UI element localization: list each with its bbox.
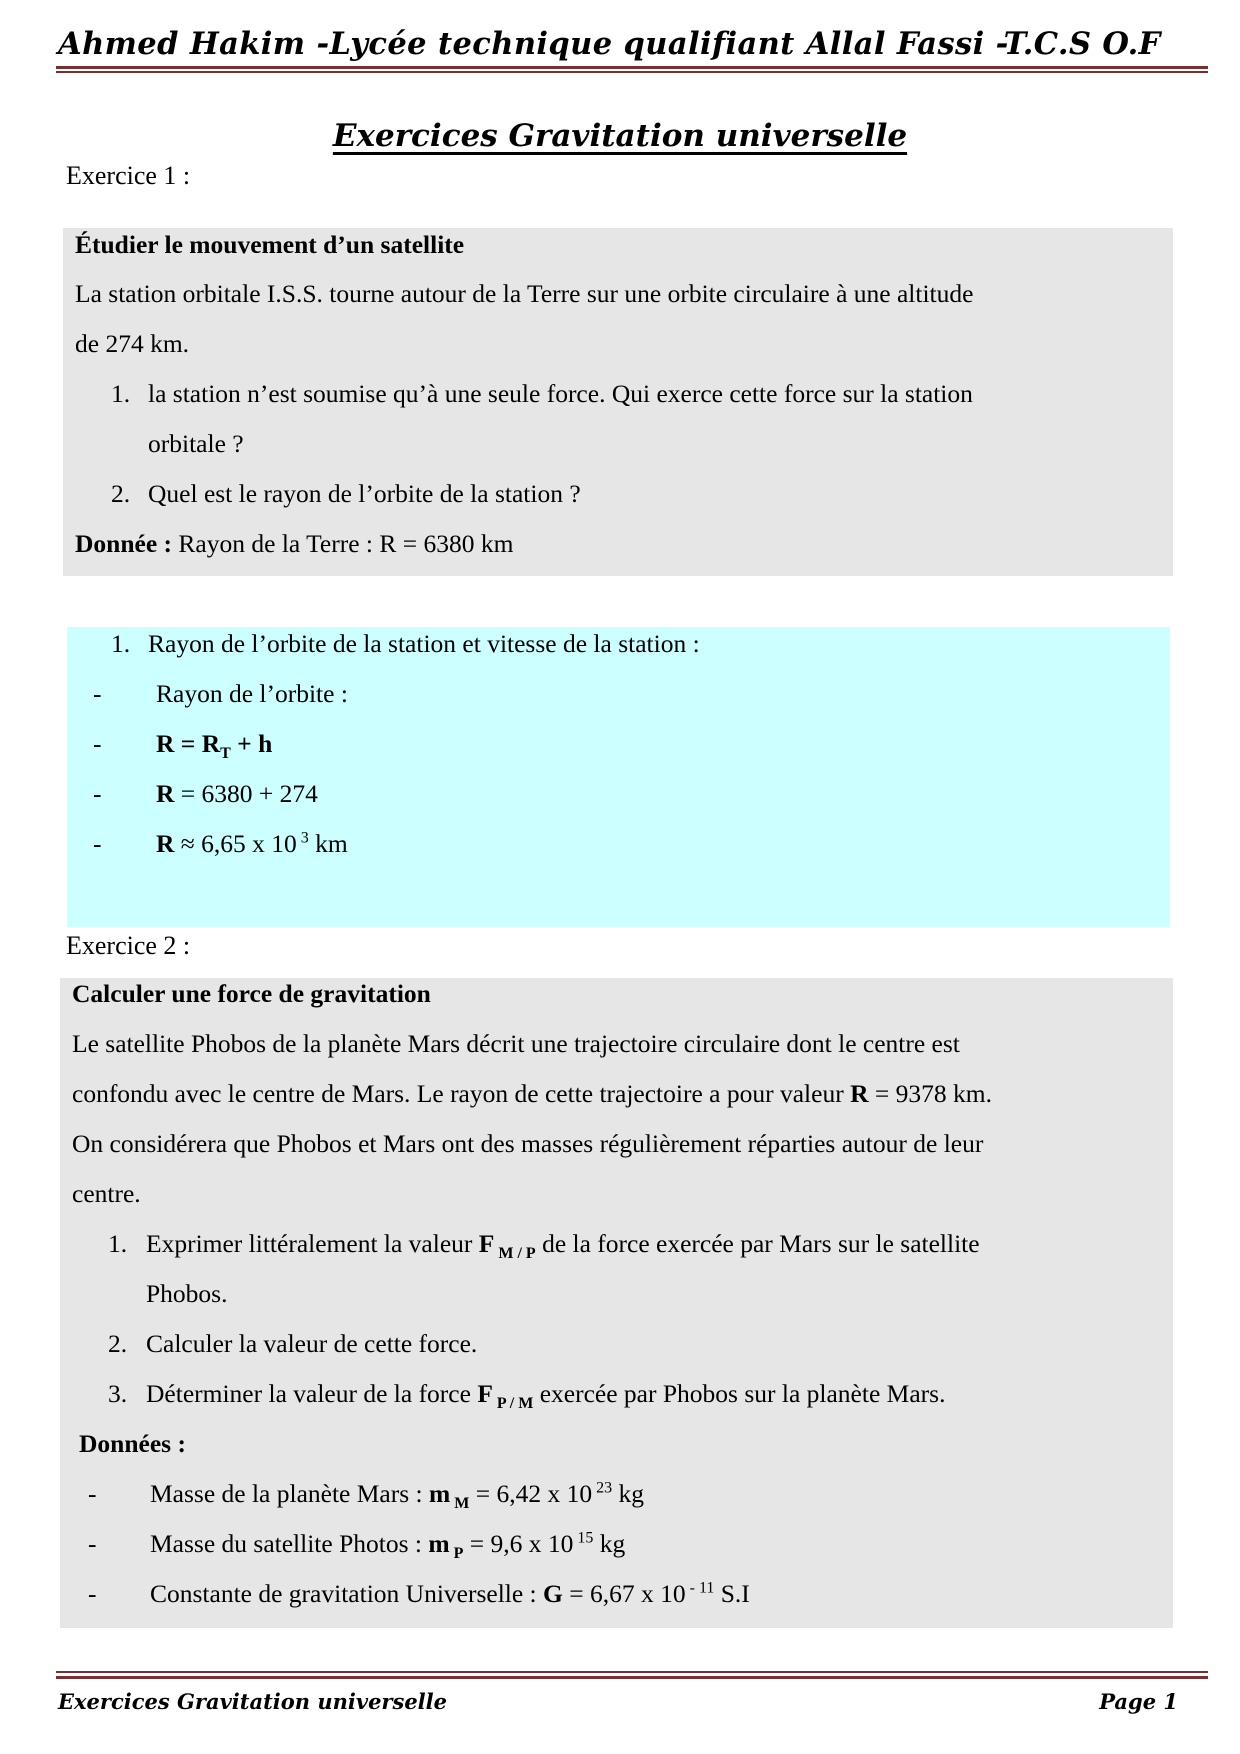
list-dash: - (88, 1579, 97, 1608)
list-dash: - (88, 1479, 97, 1508)
solution-1-box (67, 627, 1170, 927)
solution-1-heading: Rayon de l’orbite de la station et vitesse de la station : (148, 629, 700, 658)
exercise-1-heading: Étudier le mouvement d’un satellite (75, 230, 465, 259)
list-dash: - (93, 729, 102, 758)
list-dash: - (93, 779, 102, 808)
footer-rule-thin (56, 1671, 1208, 1673)
exercise-1-q1-cont: orbitale ? (148, 429, 244, 458)
page-title: Exercices Gravitation universelle (332, 118, 908, 154)
question-number: 2. (108, 1329, 128, 1358)
list-dash: - (88, 1529, 97, 1558)
list-dash: - (93, 679, 102, 708)
exercise-2-data-2: Masse du satellite Photos : m $_P$ = 9,6 x 10 $^{15}$ kg (150, 1529, 626, 1563)
exercise-1-q2: Quel est le rayon de l’orbite de la station ? (148, 479, 581, 508)
solution-number: 1. (111, 629, 131, 658)
exercise-1-q1: la station n’est soumise qu’à une seule force. Qui exerce cette force sur la station (148, 379, 973, 408)
question-number: 1. (108, 1229, 128, 1258)
exercise-2-para-4: centre. (72, 1179, 141, 1208)
solution-1-formula-2: R = 6380 + 274 (156, 779, 318, 808)
question-number: 2. (111, 479, 131, 508)
exercise-2-data-1: Masse de la planète Mars : m $_M$ = 6,42 x 10 $^{23}$ kg (150, 1479, 644, 1513)
solution-1-line-1: Rayon de l’orbite : (156, 679, 348, 708)
footer-title: Exercices Gravitation universelle (58, 1689, 447, 1714)
exercise-1-intro-1: La station orbitale I.S.S. tourne autour de la Terre sur une orbite circulaire à une altitude (75, 279, 974, 308)
header-rule-thin (56, 71, 1208, 73)
exercise-2-q3: Déterminer la valeur de la force F $_{P / M}$ exercée par Phobos sur la planète Mars. (146, 1379, 946, 1413)
exercise-2-box (60, 978, 1173, 1628)
footer-rule (56, 1676, 1208, 1679)
exercise-2-q2: Calculer la valeur de cette force. (146, 1329, 478, 1358)
exercise-2-para-2: confondu avec le centre de Mars. Le rayon de cette trajectoire a pour valeur R = 9378 km. (72, 1079, 992, 1108)
solution-1-formula-1: $R = R_T + h$ (156, 729, 273, 763)
exercise-2-para-3: On considérera que Phobos et Mars ont des masses régulièrement réparties autour de leur (72, 1129, 984, 1158)
question-number: 3. (108, 1379, 128, 1408)
header-rule (56, 66, 1208, 69)
exercise-1-label: Exercice 1 : (66, 161, 191, 190)
exercise-2-q1: Exprimer littéralement la valeur F $_{M / P}$ de la force exercée par Mars sur le satellite (146, 1229, 980, 1263)
exercise-2-data-3: Constante de gravitation Universelle : G = 6,67 x 10 $^{- 11}$ S.I (150, 1579, 750, 1608)
solution-1-formula-3: R ≈ 6,65 x 10 $^3$ km (156, 829, 348, 858)
exercise-2-heading: Calculer une force de gravitation (72, 979, 431, 1008)
exercise-2-data-label: Données : (79, 1429, 186, 1458)
exercise-2-label: Exercice 2 : (66, 931, 191, 960)
page-number: Page 1 (1099, 1689, 1178, 1714)
exercise-2-q1-cont: Phobos. (146, 1279, 228, 1308)
exercise-1-data: Donnée : Rayon de la Terre : R = 6380 km (75, 529, 514, 558)
question-number: 1. (111, 379, 131, 408)
exercise-1-box (63, 228, 1173, 576)
exercise-1-intro-2: de 274 km. (75, 329, 190, 358)
page-header: Ahmed Hakim -Lycée technique qualifiant Allal Fassi -T.C.S O.F (58, 26, 1161, 62)
list-dash: - (93, 829, 102, 858)
exercise-2-para-1: Le satellite Phobos de la planète Mars décrit une trajectoire circulaire dont le centre est (72, 1029, 960, 1058)
